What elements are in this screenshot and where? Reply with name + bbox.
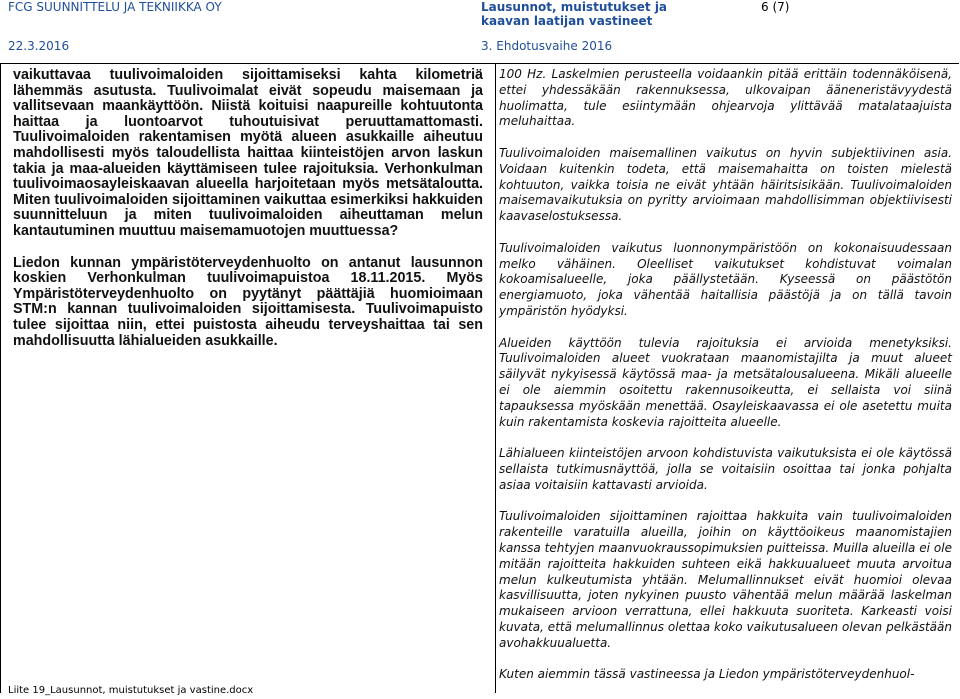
header-page-number: 6 (7)	[761, 0, 790, 14]
header-title-line-2: kaavan laatijan vastineet	[481, 14, 653, 28]
footer-filename: Liite 19_Lausunnot, muistutukset ja vastine.docx	[8, 685, 254, 696]
response-paragraph: Tuulivoimaloiden sijoittaminen rajoittaa hakkuita vain tuulivoimaloiden rakenteille varatuilla alueilla, joihin on käyttöoikeus maanomistajien kanssa tehtyjen maanvuokraussopimuksien puitteissa. Muilla alueilla ei ole mitään rajoitteita hakkuiden suhteen eikä hakkuualueet muuta arvoitua melun kulkeutumista yhtään. Melumallinnukset eivät huomioi olevaa kasvillisuutta, joten nykyinen puusto vähentää melun määrää laskelman mukaiseen arvioon verrattuna, ellei hakkuuta suoriteta. Karkeasti voisi kuvata, että melumallinnus olettaa koko vaikutusalueen olevan pelkästään avohakkuualuetta.	[499, 509, 952, 650]
response-paragraph: Tuulivoimaloiden maisemallinen vaikutus on hyvin subjektiivinen asia. Voidaan kuitenkin todeta, että maisemahaitta on toisten mielestä kohtuuton, vaikka toisia ne eivät yhtään häiritsisikään. Tuulivoimaloiden maisemavaikutuksia on pyritty arvioimaan mahdollisimman objektiivisesti kaavaselostuksessa.	[499, 145, 952, 224]
response-paragraph: 100 Hz. Laskelmien perusteella voidaankin pitää erittäin todennäköisenä, ettei yhdessäkään rakennuksessa, ulkovaipan ääneneristävyydestä huolimatta, tule esiintymään ohjearvoja ylittävää matalataajuista meluhaittaa.	[499, 67, 952, 129]
response-column	[499, 67, 952, 699]
statement-paragraph: Liedon kunnan ympäristöterveydenhuolto on antanut lausunnon koskien Verhonkulman tuulivoimapuistoa 18.11.2015. Myös Ympäristöterveydenhuolto on pyytänyt päättäjiä huomioimaan STM:n kannan tuulivoimaloiden sijoittamisesta. Tuulivoimapuisto tulee sijoittaa niin, ettei puistosta aiheudu terveyshaittaa tai sen mahdollisuutta lähialueiden asukkaille.	[13, 254, 483, 349]
response-paragraph: Lähialueen kiinteistöjen arvoon kohdistuvista vaikutuksista ei ole käytössä sellaista tutkimusnäyttöä, jolla se voitaisiin osoittaa tai jonka pohjalta asiaa voitaisiin kattavasti arvioida.	[499, 446, 952, 492]
header-document-title	[481, 0, 667, 28]
response-paragraph: Kuten aiemmin tässä vastineessa ja Liedon ympäristöterveydenhuol-	[499, 667, 915, 682]
header-company: FCG SUUNNITTELU JA TEKNIIKKA OY	[8, 0, 222, 14]
header-title-line-1: Lausunnot, muistutukset ja	[481, 0, 668, 14]
response-paragraph: Alueiden käyttöön tulevia rajoituksia ei arvioida menetyksiksi. Tuulivoimaloiden alueet vuokrataan maanomistajilta ja muut alueet säilyvät nykyisessä käytössä maa- ja metsätalousalueena. Mikäli alueelle ei ole aiemmin osoitettu rakennusoikeutta, ei sellaista voi siinä tapauksessa myöskään menettää. Osayleiskaavassa ei ole asetettu muita kuin rakentamista koskevia rajoitteita alueelle.	[499, 335, 952, 429]
column-divider	[495, 63, 496, 693]
statement-column	[13, 68, 483, 365]
header-date: 22.3.2016	[8, 39, 70, 53]
response-paragraph: Tuulivoimaloiden vaikutus luonnonympäristöön on kokonaisuudessaan melko vähäinen. Oleelliset vaikutukset kohdistuvat voimalan kokoamisalueelle, joka päällystetään. Kyseessä on päästötön energiamuoto, joka vähentää haitallisia päästöjä ja on tällä tavoin ympäristön hyödyksi.	[499, 240, 952, 318]
header-phase: 3. Ehdotusvaihe 2016	[481, 39, 613, 53]
statement-paragraph: vaikuttavaa tuulivoimaloiden sijoittamiseksi kahta kilometriä lähemmäs asutusta. Tuulivoimalat eivät sopeudu maisemaan ja vallitsevaan maankäyttöön. Niistä koituisi naapureille kohtuutonta haittaa ja luontoarvot tuhoutuisivat peruuttamattomasti. Tuulivoimaloiden rakentamisen myötä alueen asukkaille aiheutuu mahdollisesti myös taloudellista haittaa kiinteistöjen arvon laskun takia ja maa-alueiden käyttämiseen tulee rajoituksia. Verhonkulman tuulivoimaosayleiskaavan alueella harjoitetaan myös metsätaloutta. Miten tuulivoimaloiden sijoittaminen vaikuttaa esimerkiksi hakkuiden suunnitteluun ja miten tuulivoimaloiden aiheuttaman melun kantautuminen muuttuu maisemamuotojen muuttuessa?	[13, 67, 483, 239]
